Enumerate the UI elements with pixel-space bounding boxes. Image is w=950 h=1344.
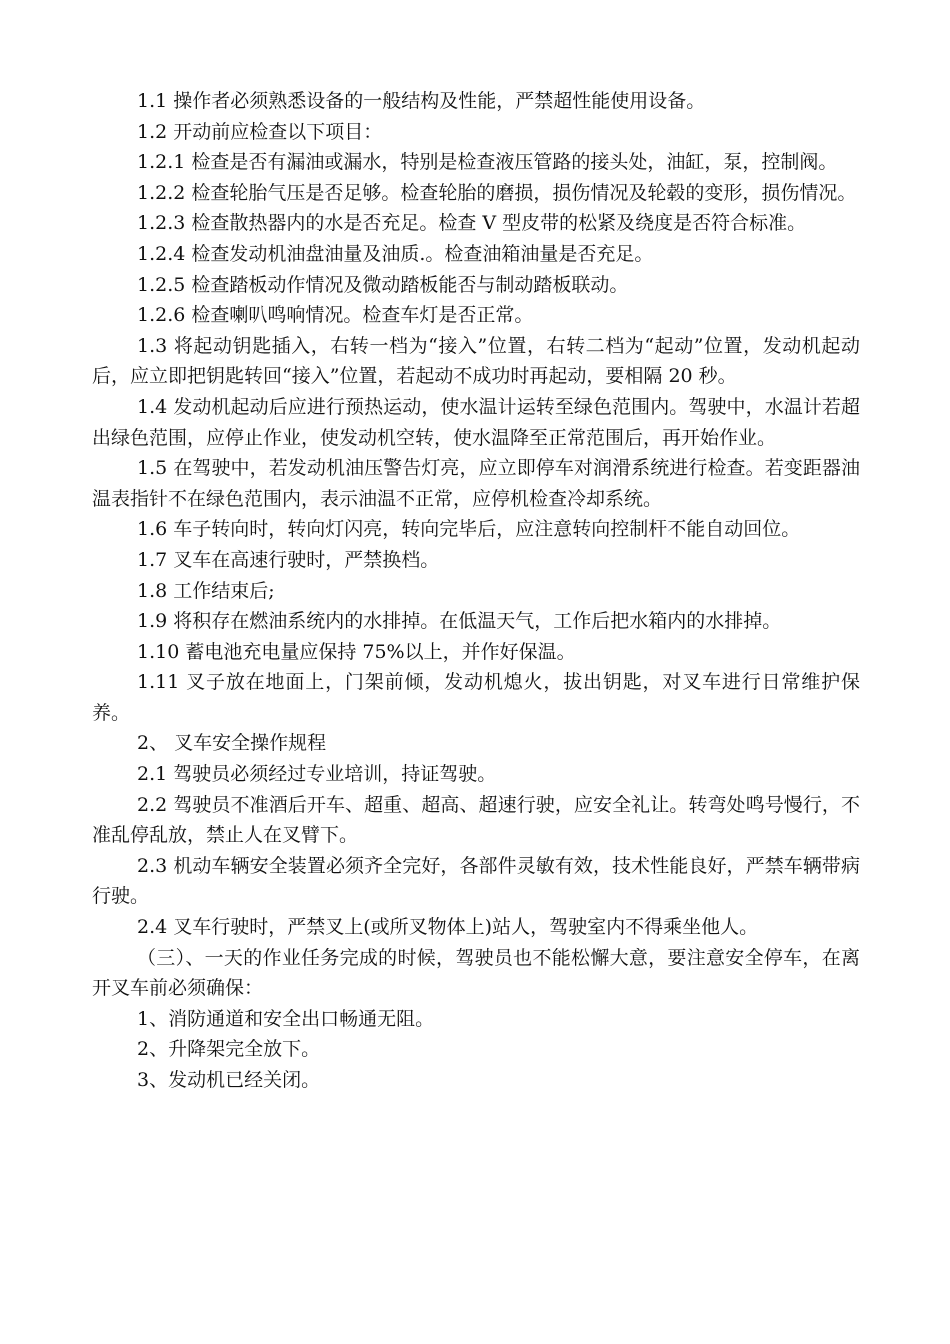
paragraph-2-4: 2.4 叉车行驶时，严禁叉上(或所叉物体上)站人，驾驶室内不得乘坐他人。 <box>137 916 759 939</box>
paragraph-1-2: 1.2 开动前应检查以下项目： <box>137 120 383 143</box>
paragraph-1-8: 1.8 工作结束后; <box>137 579 275 602</box>
paragraph-1-7: 1.7 叉车在高速行驶时，严禁换档。 <box>137 548 440 571</box>
list-item-2: 2、升降架完全放下。 <box>137 1038 321 1061</box>
section-3-intro: （三）、一天的作业任务完成的时候，驾驶员也不能松懈大意，要注意安全停车，在离开叉车前必须确保： <box>92 946 860 1000</box>
paragraph-1-2-2: 1.2.2 检查轮胎气压是否足够。检查轮胎的磨损，损伤情况及轮毂的变形，损伤情况。 <box>137 181 857 204</box>
paragraph-1-2-1: 1.2.1 检查是否有漏油或漏水，特别是检查液压管路的接头处，油缸，泵，控制阀。 <box>137 151 838 174</box>
section-heading-2: 2、 叉车安全操作规程 <box>137 732 327 755</box>
paragraph-1-9: 1.9 将积存在燃油系统内的水排掉。在低温天气，工作后把水箱内的水排掉。 <box>137 610 782 633</box>
document-body <box>92 86 860 1096</box>
paragraph-1-10: 1.10 蓄电池充电量应保持 75%以上，并作好保温。 <box>137 640 576 663</box>
paragraph-1-1: 1.1 操作者必须熟悉设备的一般结构及性能，严禁超性能使用设备。 <box>137 90 706 112</box>
list-item-3: 3、发动机已经关闭。 <box>137 1069 321 1091</box>
paragraph-1-2-3: 1.2.3 检查散热器内的水是否充足。检查 V 型皮带的松紧及绕度是否符合标准。 <box>137 212 807 235</box>
paragraph-2-1: 2.1 驾驶员必须经过专业培训，持证驾驶。 <box>137 763 497 786</box>
paragraph-2-2: 2.2 驾驶员不准酒后开车、超重、超高、超速行驶，应安全礼让。转弯处鸣号慢行，不准乱停乱放，禁止人在叉臂下。 <box>92 793 860 847</box>
paragraph-1-2-5: 1.2.5 检查踏板动作情况及微动踏板能否与制动踏板联动。 <box>137 273 629 296</box>
paragraph-1-4: 1.4 发动机起动后应进行预热运动，使水温计运转至绿色范围内。驾驶中，水温计若超出绿色范围，应停止作业，使发动机空转，使水温降至正常范围后，再开始作业。 <box>92 395 860 449</box>
paragraph-1-2-4: 1.2.4 检查发动机油盘油量及油质.。检查油箱油量是否充足。 <box>137 242 654 265</box>
paragraph-1-3: 1.3 将起动钥匙插入，右转一档为“接入”位置，右转二档为“起动”位置，发动机起动后，应立即把钥匙转回“接入”位置，若起动不成功时再起动，要相隔 20 秒。 <box>92 334 860 388</box>
paragraph-1-6: 1.6 车子转向时，转向灯闪亮，转向完毕后，应注意转向控制杆不能自动回位。 <box>137 518 801 541</box>
paragraph-1-11: 1.11 叉子放在地面上，门架前倾，发动机熄火，拔出钥匙，对叉车进行日常维护保养。 <box>92 671 860 724</box>
paragraph-2-3: 2.3 机动车辆安全装置必须齐全完好，各部件灵敏有效，技术性能良好，严禁车辆带病行驶。 <box>92 854 860 908</box>
paragraph-1-5: 1.5 在驾驶中，若发动机油压警告灯亮，应立即停车对润滑系统进行检查。若变距器油温表指针不在绿色范围内，表示油温不正常，应停机检查冷却系统。 <box>92 457 860 510</box>
paragraph-1-2-6: 1.2.6 检查喇叭鸣响情况。检查车灯是否正常。 <box>137 304 534 327</box>
list-item-1: 1、消防通道和安全出口畅通无阻。 <box>137 1007 435 1030</box>
